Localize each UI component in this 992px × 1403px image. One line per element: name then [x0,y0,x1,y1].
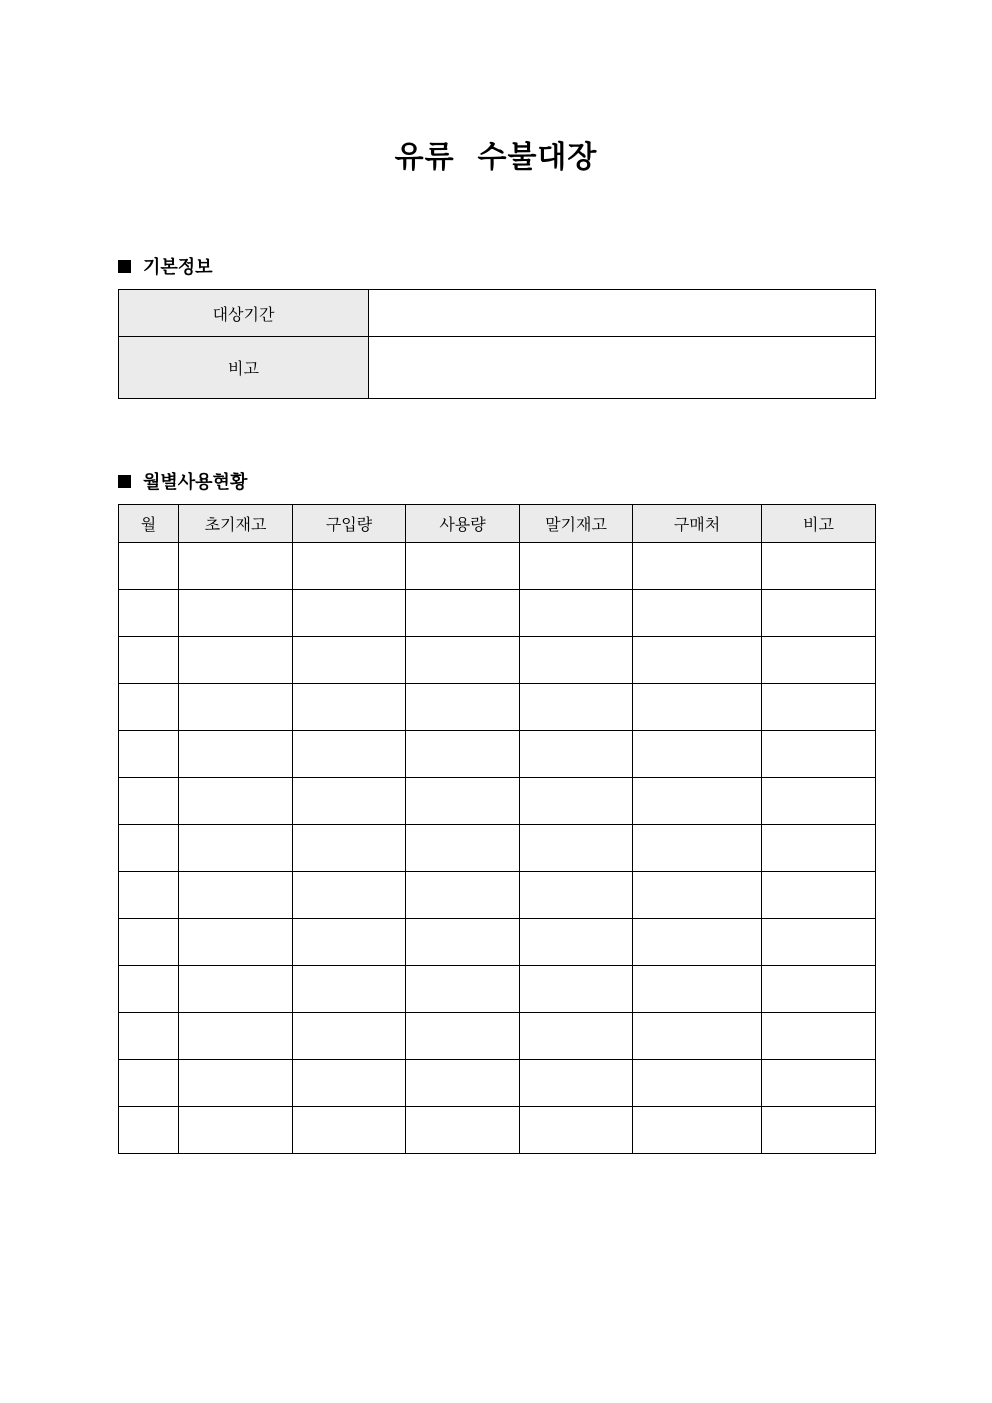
usage-amount-cell[interactable] [406,919,520,966]
vendor-cell[interactable] [633,966,762,1013]
table-row [119,337,876,399]
month-cell[interactable] [119,1013,179,1060]
remarks-cell[interactable] [762,684,876,731]
vendor-cell[interactable] [633,1060,762,1107]
purchase-amount-cell[interactable] [293,731,406,778]
black-square-icon [118,260,131,273]
month-cell[interactable] [119,825,179,872]
table-row [119,590,876,637]
remarks-cell[interactable] [762,590,876,637]
initial-stock-cell[interactable] [179,590,293,637]
final-stock-cell[interactable] [520,1107,633,1154]
usage-amount-cell[interactable] [406,872,520,919]
month-cell[interactable] [119,731,179,778]
period-value-cell[interactable] [369,290,876,337]
initial-stock-cell[interactable] [179,1107,293,1154]
final-stock-cell[interactable] [520,684,633,731]
final-stock-cell[interactable] [520,966,633,1013]
purchase-amount-cell[interactable] [293,919,406,966]
final-stock-cell[interactable] [520,731,633,778]
table-row [119,290,876,337]
table-row [119,966,876,1013]
usage-amount-cell[interactable] [406,1107,520,1154]
vendor-cell[interactable] [633,1107,762,1154]
initial-stock-cell[interactable] [179,684,293,731]
final-stock-cell[interactable] [520,872,633,919]
final-stock-cell[interactable] [520,1013,633,1060]
section-heading-label: 기본정보 [143,257,213,278]
final-stock-cell[interactable] [520,590,633,637]
table-row [119,919,876,966]
table-row [119,684,876,731]
document-title: 유류 수불대장 [394,140,598,175]
table-header-row [119,505,876,543]
remarks-cell[interactable] [762,966,876,1013]
remarks-cell[interactable] [762,778,876,825]
initial-stock-cell[interactable] [179,1060,293,1107]
final-stock-cell[interactable] [520,543,633,590]
remarks-cell[interactable] [762,637,876,684]
column-header-remarks: 비고 [762,505,876,543]
final-stock-cell[interactable] [520,825,633,872]
usage-amount-cell[interactable] [406,966,520,1013]
usage-amount-cell[interactable] [406,543,520,590]
vendor-cell[interactable] [633,872,762,919]
remarks-cell[interactable] [762,1013,876,1060]
month-cell[interactable] [119,684,179,731]
month-cell[interactable] [119,543,179,590]
table-row [119,872,876,919]
remarks-cell[interactable] [762,731,876,778]
final-stock-cell[interactable] [520,637,633,684]
initial-stock-cell[interactable] [179,872,293,919]
remarks-label: 비고 [119,337,369,399]
usage-amount-cell[interactable] [406,778,520,825]
purchase-amount-cell[interactable] [293,872,406,919]
section-heading-label: 월별사용현황 [143,472,248,493]
table-row [119,825,876,872]
purchase-amount-cell[interactable] [293,778,406,825]
remarks-cell[interactable] [762,1060,876,1107]
vendor-cell[interactable] [633,637,762,684]
column-header-initial-stock: 초기재고 [179,505,293,543]
table-row [119,1060,876,1107]
table-row [119,731,876,778]
vendor-cell[interactable] [633,919,762,966]
month-cell[interactable] [119,778,179,825]
black-square-icon [118,475,131,488]
usage-amount-cell[interactable] [406,1060,520,1107]
month-cell[interactable] [119,1107,179,1154]
remarks-cell[interactable] [762,919,876,966]
table-row [119,1107,876,1154]
purchase-amount-cell[interactable] [293,1013,406,1060]
month-cell[interactable] [119,966,179,1013]
initial-stock-cell[interactable] [179,637,293,684]
monthly-usage-table [118,504,876,1154]
remarks-cell[interactable] [762,1107,876,1154]
purchase-amount-cell[interactable] [293,966,406,1013]
usage-amount-cell[interactable] [406,731,520,778]
remarks-cell[interactable] [762,543,876,590]
table-row [119,637,876,684]
usage-amount-cell[interactable] [406,825,520,872]
month-cell[interactable] [119,637,179,684]
vendor-cell[interactable] [633,1013,762,1060]
column-header-usage-amount: 사용량 [406,505,520,543]
month-cell[interactable] [119,872,179,919]
section-heading-basic-info [118,253,213,279]
initial-stock-cell[interactable] [179,966,293,1013]
vendor-cell[interactable] [633,778,762,825]
basic-info-table [118,289,876,399]
purchase-amount-cell[interactable] [293,825,406,872]
purchase-amount-cell[interactable] [293,637,406,684]
initial-stock-cell[interactable] [179,731,293,778]
month-cell[interactable] [119,1060,179,1107]
remarks-cell[interactable] [762,825,876,872]
final-stock-cell[interactable] [520,1060,633,1107]
column-header-final-stock: 말기재고 [520,505,633,543]
purchase-amount-cell[interactable] [293,543,406,590]
usage-amount-cell[interactable] [406,1013,520,1060]
purchase-amount-cell[interactable] [293,1107,406,1154]
remarks-cell[interactable] [762,872,876,919]
final-stock-cell[interactable] [520,919,633,966]
final-stock-cell[interactable] [520,778,633,825]
remarks-value-cell[interactable] [369,337,876,399]
vendor-cell[interactable] [633,684,762,731]
initial-stock-cell[interactable] [179,1013,293,1060]
section-heading-monthly-usage [118,468,247,494]
usage-amount-cell[interactable] [406,637,520,684]
table-row [119,1013,876,1060]
column-header-purchase-amount: 구입량 [293,505,406,543]
column-header-month: 월 [119,505,179,543]
purchase-amount-cell[interactable] [293,684,406,731]
purchase-amount-cell[interactable] [293,590,406,637]
vendor-cell[interactable] [633,825,762,872]
usage-amount-cell[interactable] [406,684,520,731]
initial-stock-cell[interactable] [179,919,293,966]
vendor-cell[interactable] [633,590,762,637]
purchase-amount-cell[interactable] [293,1060,406,1107]
initial-stock-cell[interactable] [179,778,293,825]
vendor-cell[interactable] [633,731,762,778]
table-row [119,778,876,825]
period-label: 대상기간 [119,290,369,337]
month-cell[interactable] [119,590,179,637]
month-cell[interactable] [119,919,179,966]
usage-amount-cell[interactable] [406,590,520,637]
initial-stock-cell[interactable] [179,825,293,872]
initial-stock-cell[interactable] [179,543,293,590]
column-header-vendor: 구매처 [633,505,762,543]
table-row [119,543,876,590]
vendor-cell[interactable] [633,543,762,590]
